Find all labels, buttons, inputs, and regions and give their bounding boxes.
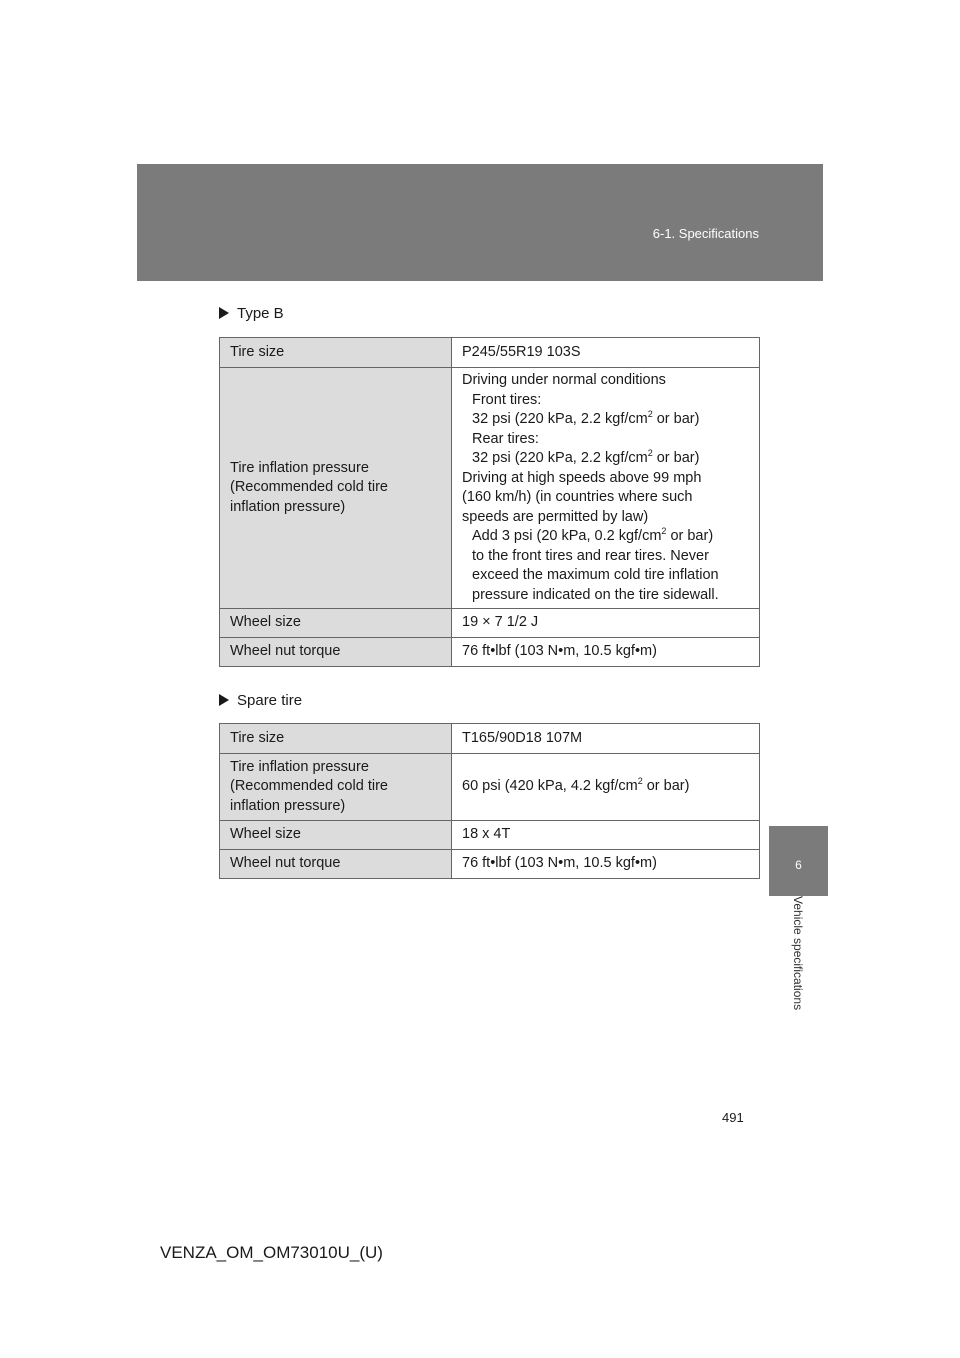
- tire-size-value: T165/90D18 107M: [452, 724, 760, 754]
- pressure-text: 32 psi (220 kPa, 2.2 kgf/cm: [472, 411, 648, 427]
- wheel-size-label: Wheel size: [220, 821, 452, 850]
- triangle-bullet-icon: [219, 694, 229, 706]
- chapter-label-container: [769, 896, 828, 1046]
- spare-tire-title: Spare tire: [237, 692, 303, 709]
- type-b-title: Type B: [237, 305, 284, 322]
- pressure-text: 60 psi (420 kPa, 4.2 kgf/cm: [462, 778, 638, 795]
- pressure-line: exceed the maximum cold tire inflation: [472, 567, 719, 583]
- tire-size-label: Tire size: [220, 724, 452, 754]
- table-row: [220, 368, 760, 609]
- pressure-value: [452, 754, 760, 821]
- spare-tire-heading: [219, 692, 302, 709]
- table-row: [220, 754, 760, 821]
- table-row: [220, 638, 760, 667]
- pressure-line: to the front tires and rear tires. Never: [472, 547, 709, 564]
- pressure-line: (160 km/h) (in countries where such: [462, 489, 693, 505]
- wheel-size-value: 18 x 4T: [452, 821, 760, 850]
- type-b-spec-table: [219, 337, 760, 667]
- pressure-text: or bar): [652, 411, 700, 427]
- tire-size-value: P245/55R19 103S: [452, 338, 760, 368]
- pressure-line: Driving under normal conditions: [462, 372, 666, 388]
- pressure-line: Rear tires:: [472, 430, 539, 447]
- triangle-bullet-icon: [219, 307, 229, 319]
- wheel-nut-torque-value: 76 ft•lbf (103 N•m, 10.5 kgf•m): [452, 638, 760, 667]
- pressure-label-line: Tire inflation pressure: [230, 758, 369, 775]
- superscript: 2: [647, 448, 653, 459]
- table-row: [220, 821, 760, 850]
- wheel-size-label: Wheel size: [220, 609, 452, 638]
- table-row: [220, 850, 760, 879]
- superscript: 2: [647, 409, 653, 420]
- pressure-line: [462, 527, 749, 547]
- superscript: 2: [637, 776, 643, 787]
- pressure-label-line: (Recommended cold tire: [230, 778, 388, 795]
- superscript: 2: [661, 526, 667, 537]
- spare-tire-spec-table: [219, 723, 760, 879]
- pressure-value: [452, 368, 760, 609]
- pressure-line: [462, 449, 749, 469]
- pressure-line: speeds are permitted by law): [462, 508, 649, 525]
- table-row: [220, 609, 760, 638]
- pressure-text: or bar): [666, 528, 714, 544]
- page-number: 491: [722, 1110, 744, 1125]
- pressure-text: or bar): [652, 450, 700, 466]
- wheel-nut-torque-value: 76 ft•lbf (103 N•m, 10.5 kgf•m): [452, 850, 760, 879]
- pressure-label: [220, 754, 452, 821]
- chapter-tab: [769, 826, 828, 896]
- type-b-heading: [219, 305, 284, 322]
- pressure-line: [462, 410, 749, 430]
- table-row: [220, 338, 760, 368]
- tire-size-label: Tire size: [220, 338, 452, 368]
- pressure-text: Add 3 psi (20 kPa, 0.2 kgf/cm: [472, 528, 662, 544]
- page-header: [137, 164, 823, 281]
- wheel-nut-torque-label: Wheel nut torque: [220, 850, 452, 879]
- pressure-line: pressure indicated on the tire sidewall.: [472, 586, 719, 603]
- pressure-label-line: inflation pressure): [230, 797, 346, 814]
- document-id: VENZA_OM_OM73010U_(U): [160, 1243, 383, 1262]
- pressure-text: 32 psi (220 kPa, 2.2 kgf/cm: [472, 450, 648, 466]
- pressure-text: or bar): [642, 778, 690, 795]
- chapter-number: 6: [795, 858, 802, 872]
- wheel-size-value: 19 × 7 1/2 J: [452, 609, 760, 638]
- pressure-label: Tire inflation pressure (Recommended cold tire inflation pressure): [220, 368, 452, 609]
- chapter-label: Vehicle specifications: [790, 896, 805, 1011]
- section-heading: 6-1. Specifications: [652, 226, 759, 241]
- table-row: [220, 724, 760, 754]
- wheel-nut-torque-label: Wheel nut torque: [220, 638, 452, 667]
- pressure-line: Front tires:: [472, 391, 542, 408]
- pressure-line: Driving at high speeds above 99 mph: [462, 469, 702, 486]
